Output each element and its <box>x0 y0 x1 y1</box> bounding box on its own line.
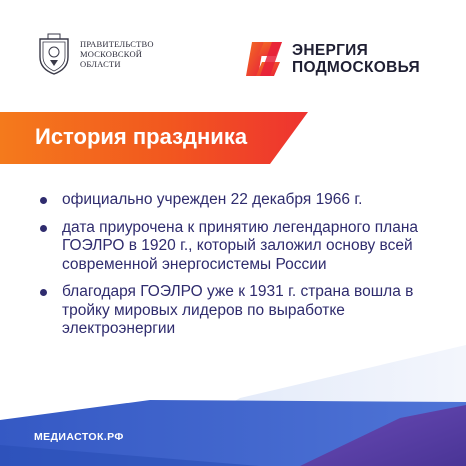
facts-list <box>40 191 440 348</box>
source-label: МЕДИАСТОК.РФ <box>34 431 124 443</box>
government-name <box>80 39 154 69</box>
list-item <box>40 191 440 210</box>
list-item <box>40 219 440 275</box>
list-item-text: благодаря ГОЭЛРО уже к 1931 г. страна вошла в тройку мировых лидеров по выработке электроэнергии <box>62 283 414 337</box>
bullet-icon <box>40 225 47 232</box>
coat-of-arms-icon <box>36 33 72 75</box>
gov-line: ОБЛАСТИ <box>80 59 121 69</box>
list-item-text: официально учрежден 22 декабря 1966 г. <box>62 191 363 208</box>
list-item <box>40 283 440 339</box>
bullet-icon <box>40 289 47 296</box>
energy-brand-logo <box>246 40 420 78</box>
brand-line: ПОДМОСКОВЬЯ <box>292 59 420 76</box>
gov-line: МОСКОВСКОЙ <box>80 49 143 59</box>
bullet-icon <box>40 197 47 204</box>
gov-line: ПРАВИТЕЛЬСТВО <box>80 39 154 49</box>
list-item-text: дата приурочена к принятию легендарного плана ГОЭЛРО в 1920 г., который заложил основу всей современной энергосистемы России <box>62 218 419 273</box>
brand-name <box>292 42 420 76</box>
government-logo <box>36 33 154 75</box>
banner-title: История праздника <box>35 124 248 149</box>
title-banner <box>0 112 308 164</box>
brand-line: ЭНЕРГИЯ <box>292 42 369 59</box>
lightning-logo-icon <box>246 40 284 78</box>
